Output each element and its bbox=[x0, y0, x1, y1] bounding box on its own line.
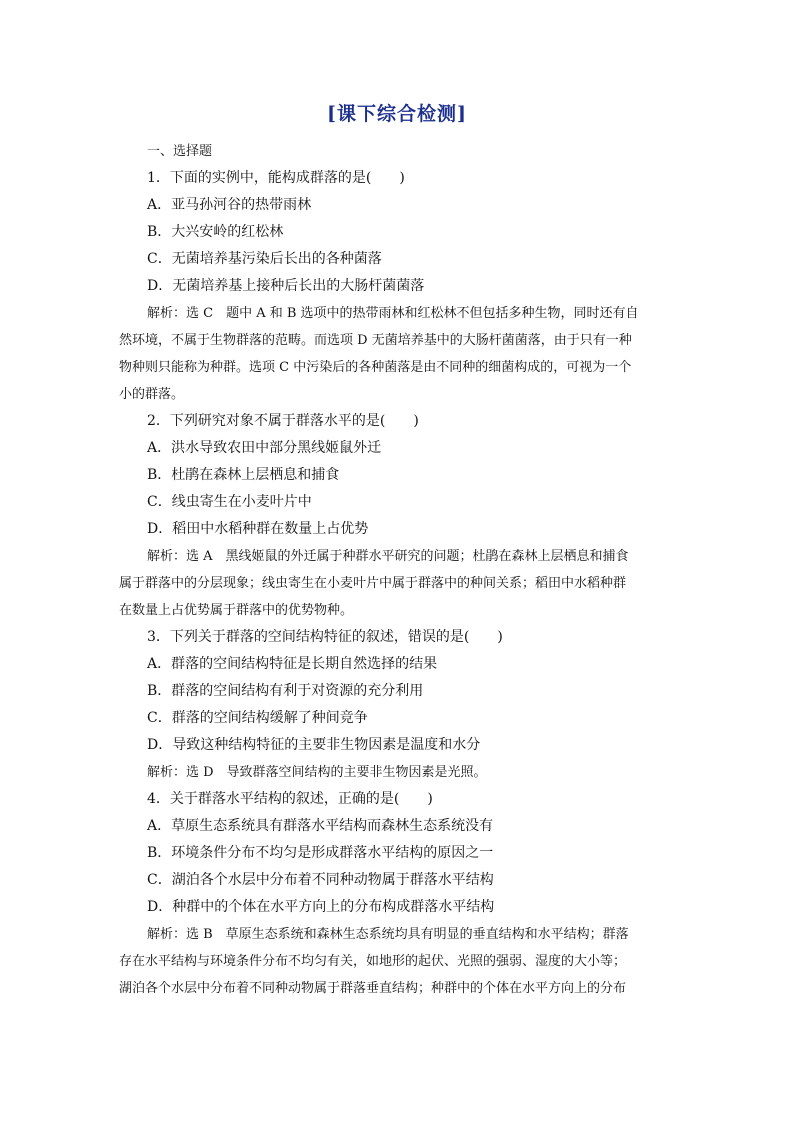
analysis-line: 小的群落。 bbox=[119, 387, 185, 402]
section-heading: 一、选择题 bbox=[147, 144, 213, 159]
question-text: 关于群落水平结构的叙述，正确的是( ) bbox=[169, 791, 433, 807]
analysis-line: 在数量上占优势属于群落中的优势物种。 bbox=[119, 603, 354, 618]
analysis-line: 解析：选 A 黑线姬鼠的外迁属于种群水平研究的问题；杜鹃在森林上层栖息和捕食 bbox=[147, 549, 629, 564]
option-b: B．杜鹃在森林上层栖息和捕食 bbox=[147, 467, 340, 483]
option-c: C．线虫寄生在小麦叶片中 bbox=[147, 494, 312, 510]
question-1 bbox=[119, 165, 675, 408]
analysis-line: 解析：选 D 导致群落空间结构的主要非生物因素是光照。 bbox=[147, 765, 487, 780]
analysis-line: 属于群落中的分层现象；线虫寄生在小麦叶片中属于群落中的种间关系；稻田中水稻种群 bbox=[119, 576, 627, 591]
option-b: B．大兴安岭的红松林 bbox=[147, 224, 284, 240]
option-a: A．亚马孙河谷的热带雨林 bbox=[147, 197, 312, 213]
question-stem bbox=[119, 786, 675, 813]
analysis-line: 湖泊各个水层中分布着不同种动物属于群落垂直结构；种群中的个体在水平方向上的分布 bbox=[119, 981, 627, 996]
option-b: B．群落的空间结构有利于对资源的充分利用 bbox=[147, 683, 424, 699]
option-d: D．无菌培养基上接种后长出的大肠杆菌菌落 bbox=[147, 278, 425, 294]
analysis-line: 解析：选 B 草原生态系统和森林生态系统均具有明显的垂直结构和水平结构；群落 bbox=[147, 927, 629, 942]
question-3 bbox=[119, 624, 675, 786]
question-text: 下列关于群落的空间结构特征的叙述，错误的是( ) bbox=[169, 629, 503, 645]
option-d: D．导致这种结构特征的主要非生物因素是温度和水分 bbox=[147, 737, 481, 753]
analysis-line: 解析：选 C 题中 A 和 B 选项中的热带雨林和红松林不但包括多种生物，同时还有自 bbox=[147, 306, 639, 321]
analysis-line: 物种则只能称为种群。选项 C 中污染后的各种菌落是由不同种的细菌构成的，可视为一个 bbox=[119, 360, 632, 375]
option-a: A．洪水导致农田中部分黑线姬鼠外迁 bbox=[147, 440, 382, 456]
analysis-line: 然环境，不属于生物群落的范畴。而选项 D 无菌培养基中的大肠杆菌菌落，由于只有一种 bbox=[119, 333, 632, 348]
question-stem bbox=[119, 624, 675, 651]
option-a: A．群落的空间结构特征是长期自然选择的结果 bbox=[147, 656, 438, 672]
question-number: 1． bbox=[147, 170, 170, 186]
question-number: 4． bbox=[147, 791, 170, 807]
option-b: B．环境条件分布不均匀是形成群落水平结构的原因之一 bbox=[147, 845, 494, 861]
option-d: D．稻田中水稻种群在数量上占优势 bbox=[147, 521, 369, 537]
question-2 bbox=[119, 408, 675, 624]
question-text: 下列研究对象不属于群落水平的是( ) bbox=[169, 413, 419, 429]
option-c: C．湖泊各个水层中分布着不同种动物属于群落水平结构 bbox=[147, 872, 494, 888]
option-c: C．群落的空间结构缓解了种间竞争 bbox=[147, 710, 368, 726]
option-d: D．种群中的个体在水平方向上的分布构成群落水平结构 bbox=[147, 899, 495, 915]
page-title: [课下综合检测] bbox=[327, 103, 467, 125]
question-text: 下面的实例中，能构成群落的是( ) bbox=[169, 170, 405, 186]
question-number: 2． bbox=[147, 413, 170, 429]
option-c: C．无菌培养基污染后长出的各种菌落 bbox=[147, 251, 382, 267]
question-number: 3． bbox=[147, 629, 170, 645]
question-4 bbox=[119, 786, 675, 1002]
analysis-line: 存在水平结构与环境条件分布不均匀有关，如地形的起伏、光照的强弱、湿度的大小等； bbox=[119, 954, 627, 969]
exercise-content bbox=[119, 138, 675, 1002]
question-stem bbox=[119, 408, 675, 435]
question-stem bbox=[119, 165, 675, 192]
option-a: A．草原生态系统具有群落水平结构而森林生态系统没有 bbox=[147, 818, 494, 834]
